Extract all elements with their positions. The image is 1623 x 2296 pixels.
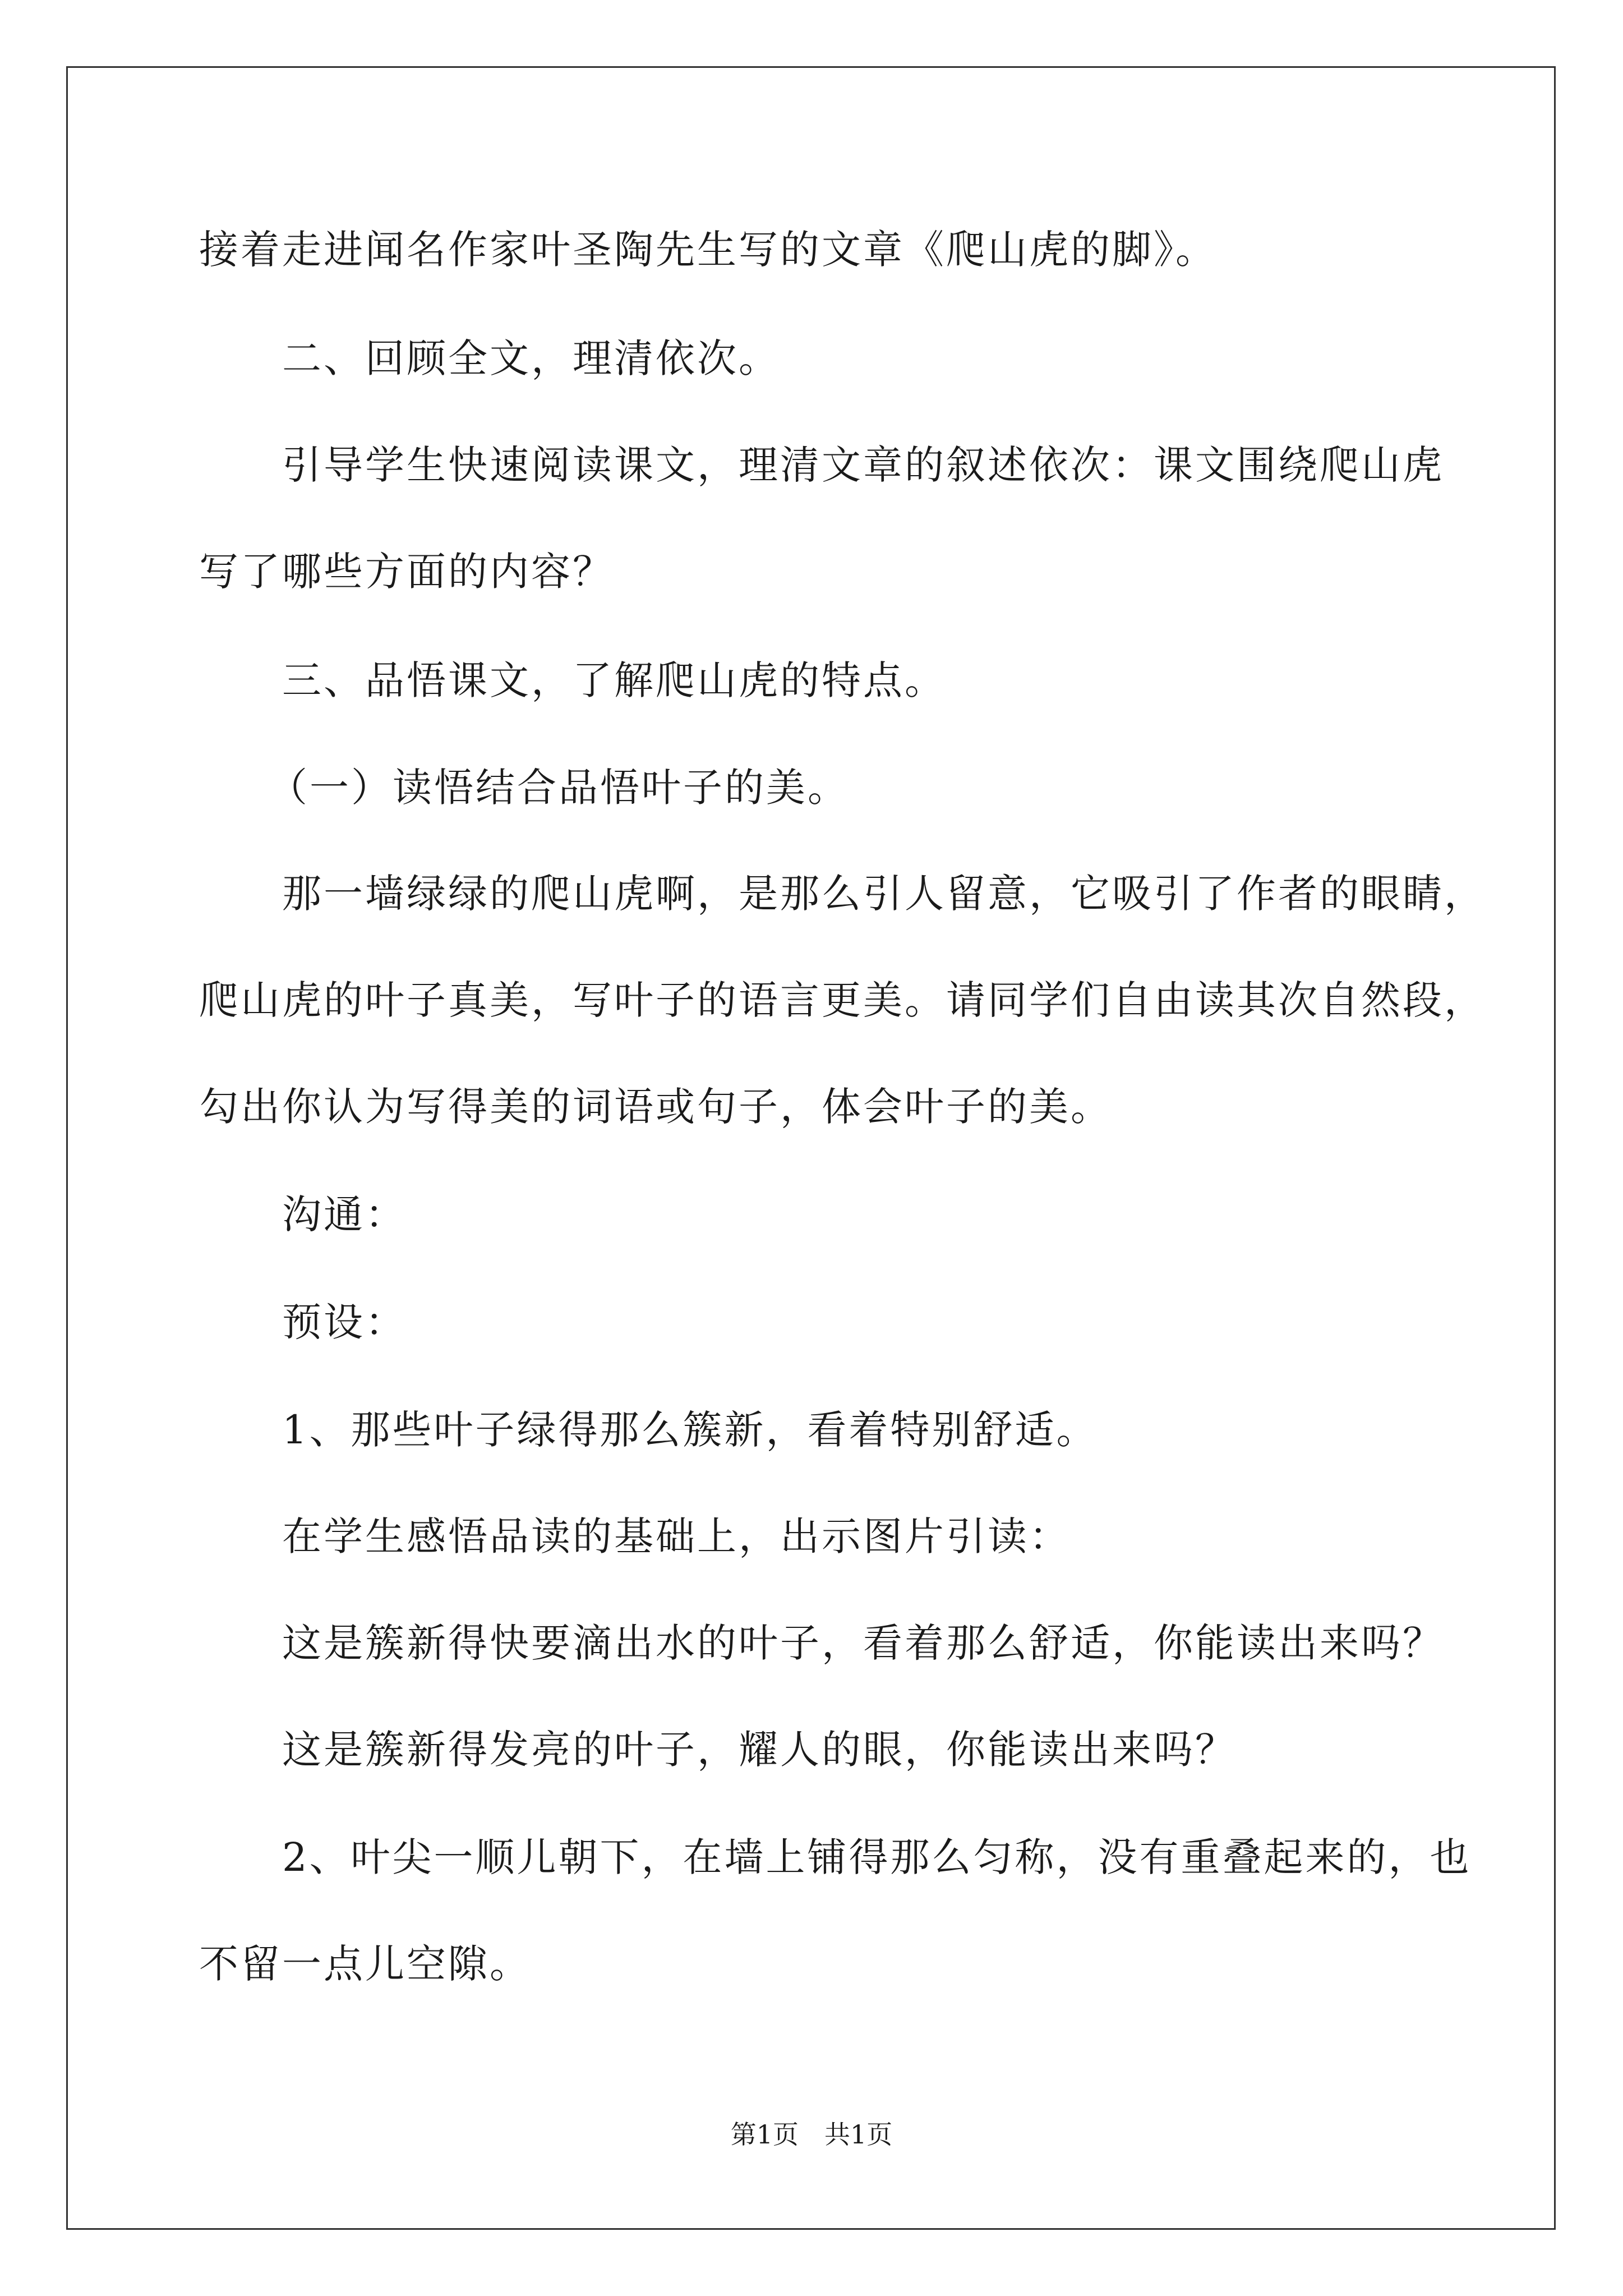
paragraph-6-line-1: 那一墙绿绿的爬山虎啊，是那么引人留意，它吸引了作者的眼睛， (282, 871, 1486, 917)
paragraph-13-line-2: 不留一点儿空隙。 (199, 1941, 531, 1987)
paragraph-3-line-1: 引导学生快速阅读课文，理清文章的叙述依次：课文围绕爬山虎 (282, 442, 1444, 488)
paragraph-7: 沟通： (282, 1191, 407, 1237)
paragraph-5: （一）读悟结合品悟叶子的美。 (268, 765, 849, 811)
paragraph-4: 三、品悟课文，了解爬山虎的特点。 (282, 657, 946, 703)
paragraph-2: 二、回顾全文，理清依次。 (282, 335, 780, 381)
paragraph-1: 接着走进闻名作家叶圣陶先生写的文章《爬山虎的脚》。 (199, 227, 1217, 273)
page-border (66, 66, 1556, 2230)
paragraph-12: 这是簇新得发亮的叶子，耀人的眼，你能读出来吗？ (282, 1727, 1237, 1773)
page-number-footer: 第1页 共1页 (730, 2119, 893, 2150)
paragraph-3-line-2: 写了哪些方面的内容？ (199, 549, 614, 595)
paragraph-13-line-1: 2、叶尖一顺儿朝下，在墙上铺得那么匀称，没有重叠起来的，也 (282, 1834, 1472, 1880)
paragraph-6-line-3: 勾出你认为写得美的词语或句子，体会叶子的美。 (199, 1084, 1112, 1130)
paragraph-6-line-2: 爬山虎的叶子真美，写叶子的语言更美。请同学们自由读其次自然段， (199, 977, 1486, 1023)
paragraph-8: 预设： (282, 1299, 407, 1345)
paragraph-10: 在学生感悟品读的基础上，出示图片引读： (282, 1513, 1071, 1559)
paragraph-9: 1、那些叶子绿得那么簇新，看着特别舒适。 (282, 1407, 1098, 1453)
paragraph-11: 这是簇新得快要滴出水的叶子，看着那么舒适，你能读出来吗？ (282, 1620, 1444, 1666)
